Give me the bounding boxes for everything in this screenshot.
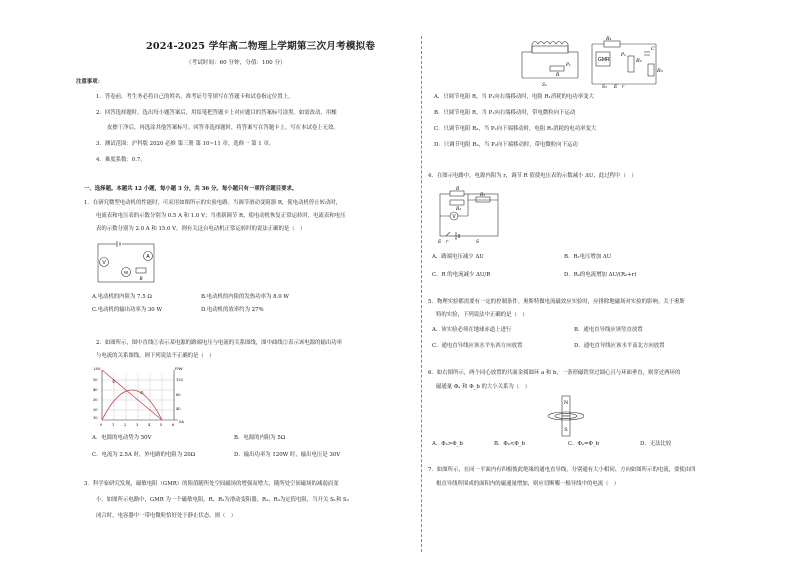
rheostat-label: R <box>139 277 143 282</box>
q1-option: A.电动机的内阻为 7.5 Ω <box>92 294 152 300</box>
q4-option: D．R₂的电流增加 ΔU/(R₂+r) <box>564 272 637 278</box>
q4-r2-label: R₂ <box>456 207 462 212</box>
y-tick-left: 10 <box>93 416 98 420</box>
y-tick-left: 40 <box>93 388 98 392</box>
q1-option: C.电动机的输出功率为 30 W <box>92 307 162 313</box>
y-axis-label-right: P/W <box>175 366 183 371</box>
q4-circuit-figure <box>436 186 506 244</box>
notes-title: 注意事项： <box>76 79 103 85</box>
y-tick-left: 30 <box>93 398 98 402</box>
q2-option: D．输出功率为 120W 时，输出电压是 30V <box>234 452 341 458</box>
q4-option: C．R 的电流减少 ΔU/R <box>432 272 491 278</box>
y-tick-left: 20 <box>93 408 98 412</box>
q6-option: A．Φₐ>Φ_b <box>432 441 463 447</box>
rheostat-r-label: R <box>556 73 560 78</box>
q4-voltmeter-label: V <box>452 214 456 220</box>
s2-label: S₂ <box>602 85 607 90</box>
q3-option: B．只调节电阻 R，当 P₁向右端移动时，带电微粒向下运动 <box>434 110 576 116</box>
q3-line: 小。如图所示电路中，GMR 为一个磁敏电阻，R、R₂为滑动变阻器，R₁、R₃为定值电阻，当开关 S₁和 S₂ <box>96 497 349 503</box>
q1-line: 表的示数分别为 2.0 A 和 15.0 V。则有关这台电动机正常运转时的说法正确的是（ ） <box>96 226 306 232</box>
q6-option: B．Φₐ<Φ_b <box>494 441 525 447</box>
s1-label: S₁ <box>542 83 547 88</box>
q1-line: 电流表和电压表的示数分别为 0.5 A 和 1.0 V；当重新调节 R，使电动机恢复正常运转时，电流表和电压 <box>96 213 346 219</box>
q5-line: 5．物理实验都需要有一定的控制条件。奥斯特做电流磁效应实验时，应排除地磁场对实验的影响。关于奥斯 <box>428 299 685 305</box>
south-pole-label: S <box>564 427 568 433</box>
q4-r1-label: R₁ <box>480 193 486 198</box>
y-tick-right: 120 <box>176 378 183 382</box>
q7-line: 根直导线所围成的面积内的磁通量增加，则应切断哪一根导线中的电流（ ） <box>436 481 620 487</box>
q4-internal-r-label: r <box>446 240 449 245</box>
curve-2-label: ② <box>140 390 144 395</box>
note-line: 皮擦干净后，再选涂其他答案标号。回答非选择题时，将答案写在答题卡上。写在本试卷上无效。 <box>107 125 339 131</box>
p2-label: P₂ <box>621 53 626 58</box>
q2-graph <box>90 366 190 430</box>
y-tick-right: 40 <box>176 407 181 411</box>
q6-line: 6．如右图所示，两个同心放置的共面金属圆环 a 和 b，一条形磁铁穿过圆心且与环面垂直，则穿过两环的 <box>428 370 681 376</box>
gmr-label: GMR <box>598 57 610 63</box>
exam-meta: （考试时间：60 分钟，分值：100 分） <box>186 60 286 66</box>
y-tick-right: 80 <box>176 393 181 397</box>
voltmeter-label: V <box>102 260 106 266</box>
q7-line: 7．如图所示，在同一平面内有四根彼此绝缘的通电直导线，分别通有大小相同、方向如图所示的电流，要使由四 <box>428 467 696 473</box>
note-line: 3．测试范围：沪科版 2020 必修 第三册 第 10~11 章。选修一 第 1 章。 <box>96 141 275 147</box>
q3-circuit-figure <box>518 38 668 90</box>
svg-text:M: M <box>124 270 128 275</box>
column-divider <box>421 36 422 552</box>
q5-line: 特的实验，下列说法中正确的是（ ） <box>436 312 528 318</box>
x-tick: 4 <box>148 423 151 427</box>
q6-magnet-rings-figure <box>546 394 586 440</box>
q4-emf-label: E <box>438 240 442 245</box>
q1-line: 1．在研究微型电动机的性能时，可采用如图所示的实验电路。当调节滑动变阻器 R，使电动机停止转动时， <box>84 200 342 206</box>
p1-label: P₁ <box>566 63 571 68</box>
q6-option: C．Φₐ=Φ_b <box>568 441 600 447</box>
x-axis-label: I/A <box>179 419 184 424</box>
q6-line: 磁通量 Φₐ 和 Φ_b 的大小关系为（ ） <box>436 384 530 390</box>
q6-option: D．无法比较 <box>640 441 672 447</box>
q5-option: A．该实验必须在地球赤道上进行 <box>432 327 512 333</box>
q2-option: B．电源的内阻为 5Ω <box>234 435 286 441</box>
q4-switch-label: S <box>476 240 480 245</box>
x-tick: 5 <box>160 423 163 427</box>
line-1-label: ① <box>112 379 116 384</box>
r1-label: R₁ <box>606 36 612 42</box>
q3-line: 3．科学家研究发现，磁敏电阻（GMR）的阻值随所处空间磁场的增强而增大，随所处空间磁场的减弱而变 <box>84 481 339 487</box>
q5-option: B．通电直导线应该竖直放置 <box>574 327 643 333</box>
capacitor-label: C <box>651 46 655 52</box>
q3-option: A．只调节电阻 R，当 P₁向右端移动时，电阻 R₁消耗的电功率变大 <box>434 94 594 100</box>
q5-option: D．通电直导线应该水平南北方向放置 <box>574 343 665 349</box>
x-tick: 0 <box>100 423 103 427</box>
q4-option: B．R₂电压增加 ΔU <box>564 254 612 260</box>
emf-label: E <box>614 85 618 90</box>
q4-option: A．路端电压减少 ΔU <box>432 254 484 260</box>
x-tick: 2 <box>124 423 127 427</box>
q2-option: C．电流为 2.5A 时，外电路的电阻为 20Ω <box>92 452 196 458</box>
q4-r-label: R <box>456 187 460 192</box>
x-tick: 6 <box>172 423 175 427</box>
section-heading: 一、选择题。本题共 12 小题，每小题 3 分，共 36 分。每小题只有一项符合题目要求。 <box>84 186 298 192</box>
r3-label: R₃ <box>657 68 663 74</box>
q3-option: C．只调节电阻 R₂，当 P₂向下端移动时，电阻 R₁消耗的电功率变大 <box>434 126 597 132</box>
r2-label: R₂ <box>636 58 642 64</box>
y-tick-left: 50 <box>93 378 98 382</box>
q2-option: A．电源的电动势为 50V <box>92 435 152 441</box>
north-pole-label: N <box>563 400 569 406</box>
internal-r-label: r <box>622 85 625 90</box>
note-line: 2．回答选择题时，选出每小题答案后，用铅笔把答题卡上对应题目的答案标号涂黑。如需改动，用橡 <box>96 110 337 116</box>
note-line: 4．难度系数：0.7。 <box>96 157 146 163</box>
note-line: 1．答卷前，考生务必将自己的姓名、准考证号等填写在答题卡和试卷指定位置上。 <box>96 94 294 100</box>
q2-line: 与电流的关系图线，则下列说法不正确的是（ ） <box>96 353 215 359</box>
ammeter-label: A <box>146 254 150 260</box>
q4-line: 4．在图示电路中，电源内阻为 r，调节 R 值使电压表的示数减小 ΔU，此过程中（ ） <box>428 173 637 179</box>
page-title: 2024-2025 学年高二物理上学期第三次月考模拟卷 <box>146 41 376 52</box>
q3-option: D．只调节电阻 R₂，当 P₂向下端移动时，带电微粒向下运动 <box>434 142 578 148</box>
q1-circuit-figure <box>92 240 162 290</box>
q2-line: 2．如图所示，图中直线①表示某电源的路端电压与电流的关系图线，图中曲线②表示该电源的输出功率 <box>96 340 343 346</box>
x-tick: 1 <box>112 423 115 427</box>
q3-line: 闭合时，电容器中一带电微粒恰好处于静止状态。则（ ） <box>96 513 237 519</box>
x-tick: 3 <box>136 423 139 427</box>
q1-option: B.电动机的内阻的发热功率为 8.0 W <box>201 294 289 300</box>
q5-option: C．通电直导线应该水平东西方向放置 <box>432 343 523 349</box>
y-axis-label-left: U/V <box>94 366 101 371</box>
q1-option: D.电动机的效率约为 27% <box>201 307 264 313</box>
